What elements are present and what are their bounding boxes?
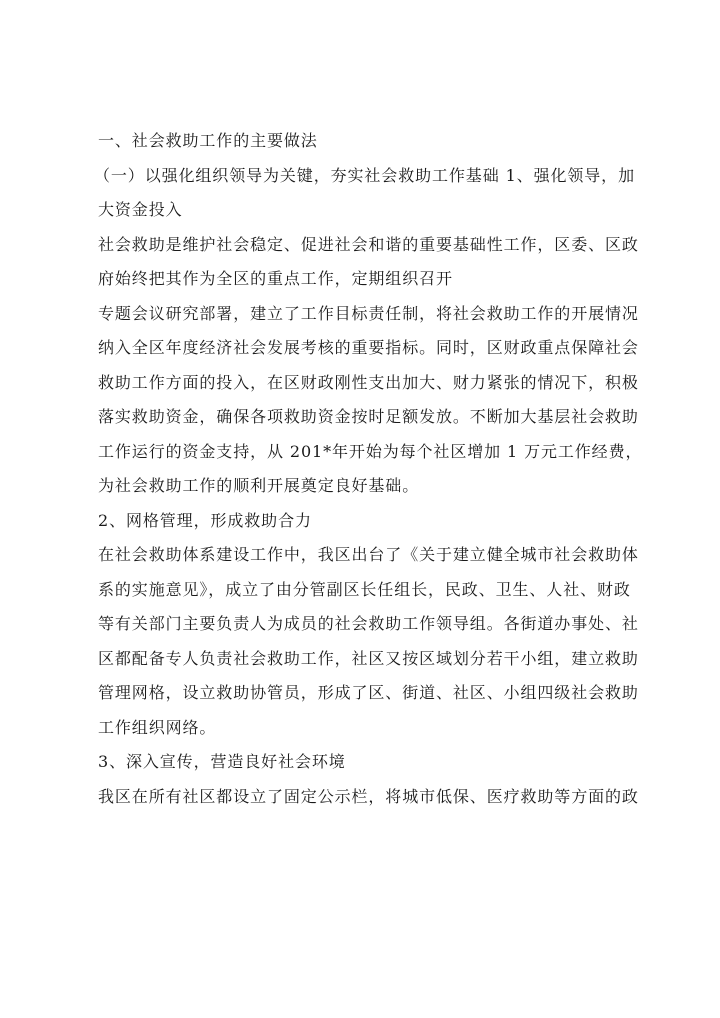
paragraph-line: 救助工作方面的投入，在区财政刚性支出加大、财力紧张的情况下，积极 [98, 372, 639, 392]
paragraph-line: 我区在所有社区都设立了固定公示栏，将城市低保、医疗救助等方面的政 [98, 786, 639, 806]
subsection-heading-continued: 大资金投入 [98, 200, 183, 219]
paragraph-line: 区都配备专人负责社会救助工作，社区又按区域划分若干小组，建立救助 [98, 648, 639, 668]
paragraph-line: 府始终把其作为全区的重点工作，定期组织召开 [98, 269, 453, 288]
paragraph-line: 工作运行的资金支持，从 201*年开始为每个社区增加 1 万元工作经费， [98, 441, 643, 461]
paragraph-line: 等有关部门主要负责人为成员的社会救助工作领导组。各街道办事处、社 [98, 614, 639, 633]
paragraph-line: 专题会议研究部署，建立了工作目标责任制，将社会救助工作的开展情况 [98, 303, 639, 323]
paragraph-line: 管理网格，设立救助协管员，形成了区、街道、社区、小组四级社会救助 [98, 683, 639, 702]
paragraph-line: 落实救助资金，确保各项救助资金按时足额发放。不断加大基层社会救助 [98, 407, 639, 426]
paragraph-line: 系的实施意见》，成立了由分管副区长任组长，民政、卫生、人社、财政 [98, 579, 631, 599]
document-body [94, 124, 664, 814]
paragraph-line: 为社会救助工作的顺利开展奠定良好基础。 [98, 476, 420, 495]
subsection-heading: （一）以强化组织领导为关键，夯实社会救助工作基础 1、强化领导，加 [94, 165, 635, 185]
section-heading: 一、社会救助工作的主要做法 [98, 131, 318, 150]
paragraph-line: 社会救助是维护社会稳定、促进社会和谐的重要基础性工作，区委、区政 [98, 234, 639, 254]
item-heading: 3、深入宣传，营造良好社会环境 [98, 752, 346, 771]
paragraph-line: 在社会救助体系建设工作中，我区出台了《关于建立健全城市社会救助体 [98, 545, 639, 564]
item-heading: 2、网格管理，形成救助合力 [98, 510, 312, 530]
paragraph-line: 工作组织网络。 [98, 717, 217, 737]
paragraph-line: 纳入全区年度经济社会发展考核的重要指标。同时，区财政重点保障社会 [98, 338, 639, 357]
